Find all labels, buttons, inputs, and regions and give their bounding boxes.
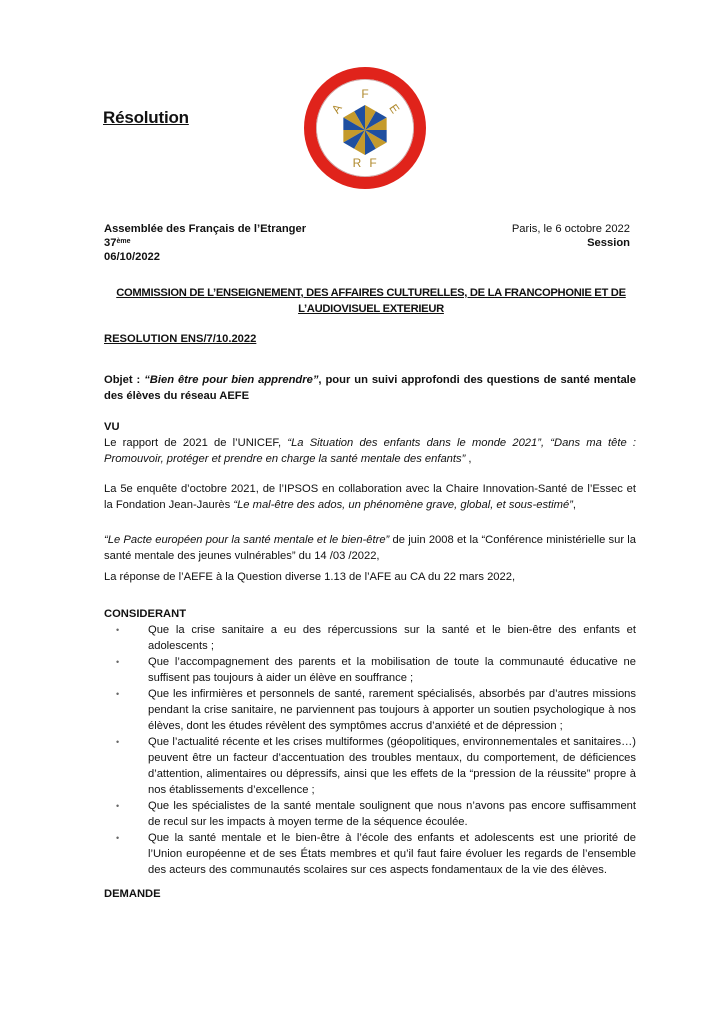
list-item	[104, 654, 636, 686]
list-item-text: Que l’accompagnement des parents et la mobilisation de toute la communauté éducative ne suffisent pas toujours à aider un élève en souffrance ;	[148, 656, 636, 684]
place-date: Paris, le 6 octobre 2022	[511, 223, 630, 235]
considerant-list	[104, 622, 636, 878]
afe-logo-icon	[303, 66, 427, 190]
bullet-icon: •	[116, 625, 120, 635]
logo-letter-e: E	[386, 101, 403, 117]
vu-item	[104, 435, 636, 467]
objet-quote: “Bien être pour bien apprendre”	[144, 374, 319, 386]
vu-item-citation: “Le Pacte européen pour la santé mentale et le bien-être”	[104, 534, 390, 546]
session-number-suffix: ème	[116, 238, 131, 245]
vu-item-citation: “Le mal-être des ados, un phénomène grave, global, et sous-estimé”	[233, 499, 573, 511]
resolution-number: RESOLUTION ENS/7/10.2022	[104, 333, 257, 345]
vu-item-suffix: ,	[465, 453, 472, 465]
bullet-icon: •	[116, 657, 120, 667]
vu-item	[104, 569, 636, 585]
list-item	[104, 622, 636, 654]
list-item	[104, 798, 636, 830]
logo-letter-f-bottom: F	[369, 156, 377, 170]
bullet-icon: •	[116, 801, 120, 811]
bullet-icon: •	[116, 833, 120, 843]
vu-item-suffix: de juin 2008 et la “Conférence ministérielle sur la santé mentale des jeunes vulnérables” du 14 /03 /2022,	[104, 534, 637, 562]
vu-item	[104, 481, 636, 513]
afe-logo	[303, 66, 427, 190]
list-item-text: Que les infirmières et personnels de santé, rarement spécialisés, absorbés par d’autres missions pendant la crise sanitaire, ne parviennent pas toujours à apporter un soutien psychologique à nos élèves, dont les études révèlent des symptômes accrus d’anxiété et de dépression ;	[148, 688, 636, 732]
objet-label: Objet :	[104, 374, 145, 386]
vu-item	[104, 532, 636, 564]
meta-right	[512, 222, 630, 250]
session-date: 06/10/2022	[104, 251, 160, 263]
vu-item-text: La 5e enquête d’octobre 2021, de l’IPSOS en collaboration avec la Chaire Innovation-Santé de l’Essec et la Fondation Jean-Jaurès	[104, 483, 636, 511]
document-title: Résolution	[103, 108, 189, 127]
commission-heading: COMMISSION DE L’ENSEIGNEMENT, DES AFFAIRES CULTURELLES, DE LA FRANCOPHONIE ET DE L’AUDIOVISUEL EXTERIEUR	[116, 287, 626, 315]
meta-left	[104, 222, 306, 264]
list-item	[104, 734, 636, 798]
logo-letter-f-top: F	[361, 87, 369, 101]
bullet-icon: •	[116, 737, 120, 747]
list-item-text: Que la crise sanitaire a eu des répercussions sur la santé et le bien-être des enfants et adolescents ;	[148, 624, 636, 652]
organization-name: Assemblée des Français de l’Etranger	[104, 223, 307, 235]
session-label: Session	[587, 237, 630, 249]
vu-item-suffix: ,	[572, 499, 577, 511]
objet-paragraph	[104, 372, 636, 404]
vu-heading: VU	[104, 421, 120, 433]
list-item-text: Que les spécialistes de la santé mentale soulignent que nous n’avons pas encore suffisamment de recul sur les impacts à moyen terme de la séquence écoulée.	[148, 800, 636, 828]
list-item-text: Que la santé mentale et le bien-être à l’école des enfants et adolescents est une priorité de l’Union européenne et de ses États membres et qu’il faut faire évoluer les regards de l’ensemble des acteurs des communautés scolaires sur ces aspects fondamentaux de la vie des élèves.	[148, 832, 636, 876]
logo-letter-r: R	[352, 156, 362, 170]
list-item-text: Que l’actualité récente et les crises multiformes (géopolitiques, environnementales et sanitaires…) peuvent être un facteur d’accentuation des troubles mentaux, du comportement, de déficiences d’attention, alimentaires ou dépressifs, ainsi que les effets de la “pression de la réussite” propre à nos établissements d’excellence ;	[148, 736, 636, 796]
demande-heading: DEMANDE	[104, 888, 161, 900]
considerant-heading: CONSIDERANT	[104, 608, 187, 620]
list-item	[104, 830, 636, 878]
bullet-icon: •	[116, 689, 120, 699]
session-number-value: 37	[104, 237, 117, 249]
vu-item-text: Le rapport de 2021 de l’UNICEF,	[104, 437, 288, 449]
list-item	[104, 686, 636, 734]
logo-letter-a: A	[328, 101, 345, 117]
vu-item-text: La réponse de l’AEFE à la Question diverse 1.13 de l’AFE au CA du 22 mars 2022,	[104, 571, 516, 583]
objet-rest: , pour un suivi approfondi des questions de santé mentale des élèves du réseau AEFE	[104, 374, 636, 402]
vu-item-citation: “La Situation des enfants dans le monde 2021”, “Dans ma tête : Promouvoir, protéger et prendre en charge la santé mentale des enfants”	[104, 437, 637, 465]
session-number	[104, 236, 306, 250]
logo-hexagon	[343, 105, 386, 155]
